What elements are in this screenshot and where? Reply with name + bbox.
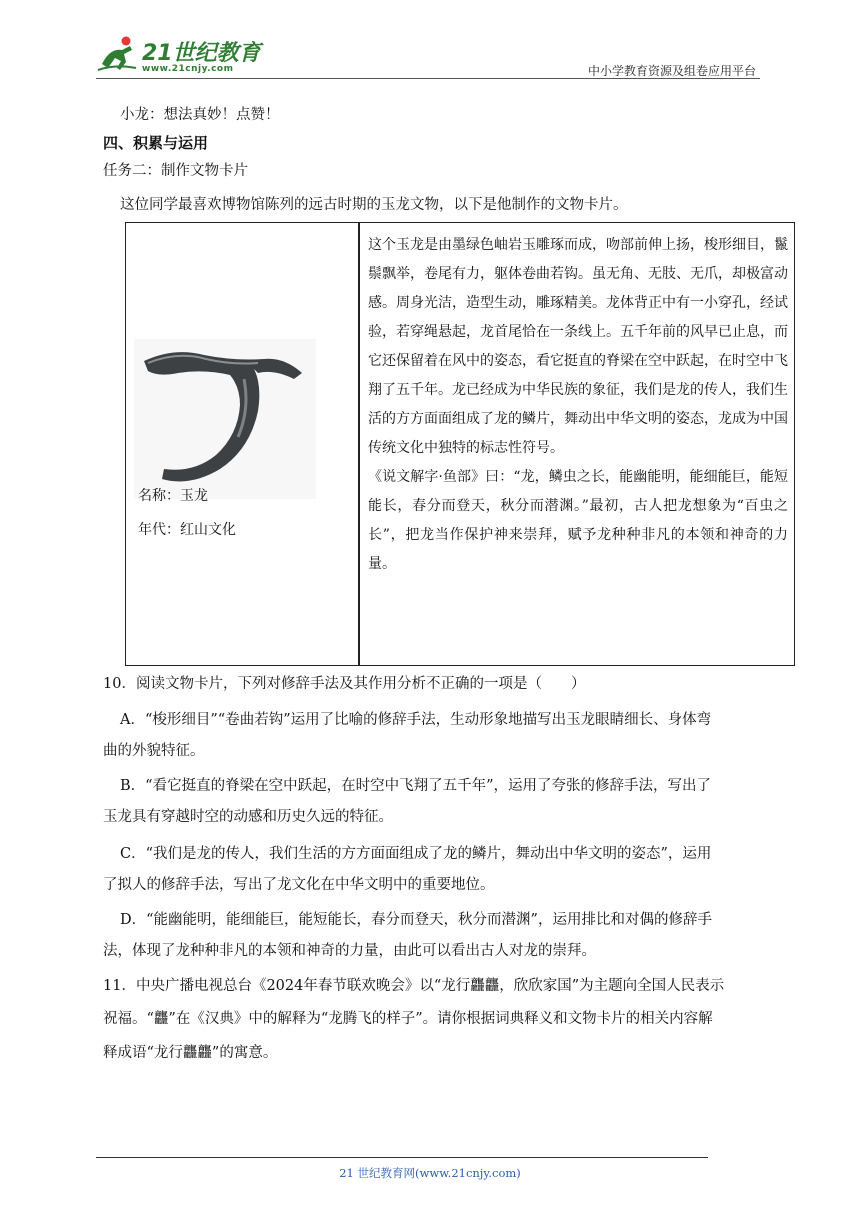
q10-option-a: A．“梭形细目”“卷曲若钩”运用了比喻的修辞手法，生动形象地描写出玉龙眼睛细长、身体弯 <box>120 712 712 728</box>
task-title: 任务二：制作文物卡片 <box>103 163 248 179</box>
description-paragraph: 这个玉龙是由墨绿色岫岩玉雕琢而成，吻部前伸上扬，梭形细目，鬣鬃飘举，卷尾有力，躯体卷曲若钩。虽无角、无肢、无爪，却极富动感。周身光洁，造型生动，雕琢精美。龙体背正中有一小穿孔，经试验，若穿绳悬起，龙首尾恰在一条线上。五千年前的风早已止息，而它还保留着在风中的姿态，看它挺直的脊梁在空中跃起，在时空中飞翔了五千年。龙已经成为中华民族的象征，我们是龙的传人，我们生活的方方面面组成了龙的鳞片，舞动出中华文明的姿态，龙成为中国传统文化中独特的标志性符号。 <box>368 237 788 456</box>
q10-option-b: B．“看它挺直的脊梁在空中跃起，在时空中飞翔了五千年”，运用了夸张的修辞手法，写出了 <box>120 778 711 794</box>
logo-url: www.21cnjy.com <box>142 64 234 74</box>
artifact-era: 年代：红山文化 <box>138 522 236 538</box>
artifact-description <box>368 231 788 579</box>
footer-divider <box>96 1157 708 1158</box>
logo <box>96 34 266 78</box>
q10-option-b-cont: 玉龙具有穿越时空的动感和历史久远的特征。 <box>103 809 393 825</box>
q10-option-c: C．“我们是龙的传人，我们生活的方方面面组成了龙的鳞片，舞动出中华文明的姿态”，运用 <box>120 846 712 862</box>
logo-text: 21世纪教育 <box>142 41 261 66</box>
card-divider <box>358 223 360 665</box>
runner-logo-icon <box>96 34 140 74</box>
q10-stem: 10．阅读文物卡片，下列对修辞手法及其作用分析不正确的一项是（ ） <box>103 676 586 692</box>
header-divider <box>96 78 760 79</box>
q10-option-d-cont: 法，体现了龙种种非凡的本领和神奇的力量，由此可以看出古人对龙的崇拜。 <box>103 943 596 959</box>
q11-line-1: 11．中央广播电视总台《2024年春节联欢晚会》以“龙行龘龘，欣欣家国”为主题向全国人民表示 <box>103 978 725 994</box>
q10-option-c-cont: 了拟人的修辞手法，写出了龙文化在中华文明中的重要地位。 <box>103 877 495 893</box>
dialogue-line: 小龙：想法真妙！点赞！ <box>120 107 280 123</box>
q10-option-a-cont: 曲的外貌特征。 <box>103 743 205 759</box>
intro-text: 这位同学最喜欢博物馆陈列的远古时期的玉龙文物，以下是他制作的文物卡片。 <box>120 197 628 213</box>
footer-link[interactable]: 21 世纪教育网(www.21cnjy.com) <box>339 1166 521 1180</box>
jade-dragon-image <box>134 339 316 499</box>
q11-line-3: 释成语“龙行龘龘”的寓意。 <box>103 1045 278 1061</box>
artifact-name: 名称：玉龙 <box>138 488 208 504</box>
artifact-card <box>125 222 795 666</box>
section-title: 四、积累与运用 <box>103 134 209 152</box>
page-header <box>96 28 760 80</box>
shuowen-paragraph: 《说文解字·鱼部》曰：“龙，鳞虫之长，能幽能明，能细能巨，能短能长，春分而登天，秋分而潜渊。”最初，古人把龙想象为“百虫之长”，把龙当作保护神来崇拜，赋予龙种种非凡的本领和神奇的力量。 <box>368 469 788 572</box>
artifact-card-left <box>126 223 358 665</box>
q11-line-2: 祝福。“龘”在《汉典》中的解释为“龙腾飞的样子”。请你根据词典释义和文物卡片的相关内容解 <box>103 1011 713 1027</box>
platform-name: 中小学教育资源及组卷应用平台 <box>587 64 756 78</box>
q10-option-d: D．“能幽能明，能细能巨，能短能长，春分而登天，秋分而潜渊”，运用排比和对偶的修辞手 <box>120 912 712 928</box>
